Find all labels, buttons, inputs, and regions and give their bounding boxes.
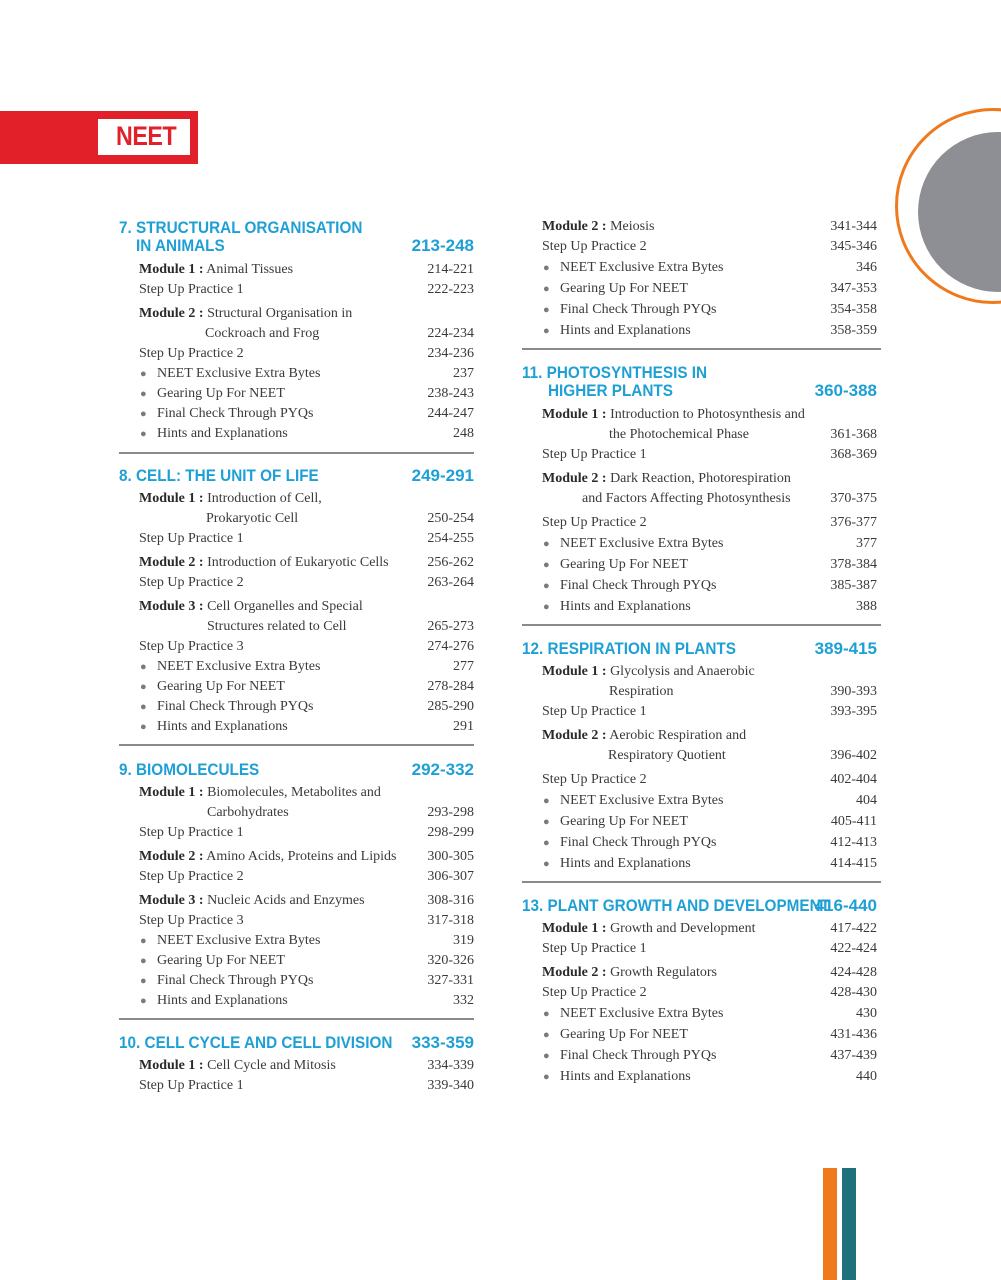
bullet-entry[interactable]: Final Check Through PYQs bbox=[560, 1048, 717, 1063]
bullet-entry[interactable]: NEET Exclusive Extra Bytes bbox=[560, 260, 724, 275]
page-range: 238-243 bbox=[427, 386, 474, 401]
module-title-cont: the Photochemical Phase bbox=[609, 427, 749, 442]
module-title-cont: Respiratory Quotient bbox=[608, 748, 726, 763]
chapter-title[interactable]: 8. CELL: THE UNIT OF LIFE bbox=[119, 466, 319, 485]
module-label: Module 1 : bbox=[542, 921, 607, 936]
bullet-entry[interactable]: Hints and Explanations bbox=[157, 993, 288, 1008]
bullet-icon: ● bbox=[140, 681, 147, 693]
module-entry[interactable] bbox=[542, 470, 791, 488]
module-label: Module 2 : bbox=[542, 728, 607, 743]
module-label: Module 1 : bbox=[542, 664, 607, 679]
page-range: 234-236 bbox=[427, 346, 474, 361]
step-up-practice[interactable]: Step Up Practice 2 bbox=[139, 346, 244, 361]
step-up-practice[interactable]: Step Up Practice 1 bbox=[139, 282, 244, 297]
module-entry[interactable] bbox=[542, 920, 755, 938]
page-range: 293-298 bbox=[427, 805, 474, 820]
chapter-page-range: 389-415 bbox=[814, 639, 877, 658]
bullet-icon: ● bbox=[140, 721, 147, 733]
bullet-icon: ● bbox=[543, 538, 550, 550]
page-range: 265-273 bbox=[427, 619, 474, 634]
module-title: Nucleic Acids and Enzymes bbox=[207, 893, 365, 908]
decorative-orange-stripe bbox=[823, 1168, 837, 1280]
page-range: 317-318 bbox=[427, 913, 474, 928]
page-range: 424-428 bbox=[830, 965, 877, 980]
bullet-entry[interactable]: Final Check Through PYQs bbox=[157, 406, 314, 421]
module-label: Module 1 : bbox=[542, 407, 607, 422]
step-up-practice[interactable]: Step Up Practice 3 bbox=[139, 639, 244, 654]
bullet-entry[interactable]: Gearing Up For NEET bbox=[560, 1027, 688, 1042]
bullet-icon: ● bbox=[140, 701, 147, 713]
bullet-icon: ● bbox=[140, 975, 147, 987]
page-range: 388 bbox=[856, 599, 877, 614]
module-entry[interactable] bbox=[139, 490, 322, 508]
bullet-entry[interactable]: Final Check Through PYQs bbox=[157, 699, 314, 714]
module-title: Introduction of Eukaryotic Cells bbox=[207, 555, 389, 570]
bullet-icon: ● bbox=[140, 995, 147, 1007]
bullet-icon: ● bbox=[543, 325, 550, 337]
module-label: Module 1 : bbox=[139, 785, 204, 800]
bullet-entry[interactable]: Final Check Through PYQs bbox=[560, 302, 717, 317]
section-divider bbox=[119, 1018, 474, 1020]
bullet-entry[interactable]: NEET Exclusive Extra Bytes bbox=[560, 793, 724, 808]
chapter-title[interactable]: 7. STRUCTURAL ORGANISATION bbox=[119, 218, 363, 237]
bullet-entry[interactable]: Hints and Explanations bbox=[560, 1069, 691, 1084]
bullet-entry[interactable]: NEET Exclusive Extra Bytes bbox=[560, 536, 724, 551]
bullet-icon: ● bbox=[543, 304, 550, 316]
module-entry[interactable] bbox=[542, 964, 717, 982]
step-up-practice[interactable]: Step Up Practice 2 bbox=[542, 515, 647, 530]
step-up-practice[interactable]: Step Up Practice 2 bbox=[542, 772, 647, 787]
bullet-icon: ● bbox=[543, 559, 550, 571]
page-range: 376-377 bbox=[830, 515, 877, 530]
bullet-icon: ● bbox=[140, 661, 147, 673]
page-range: 377 bbox=[856, 536, 877, 551]
step-up-practice[interactable]: Step Up Practice 2 bbox=[139, 869, 244, 884]
bullet-entry[interactable]: Final Check Through PYQs bbox=[157, 973, 314, 988]
module-title: Introduction of Cell, bbox=[207, 491, 322, 506]
page-range: 393-395 bbox=[830, 704, 877, 719]
chapter-page-range: 292-332 bbox=[411, 760, 474, 779]
module-label: Module 2 : bbox=[542, 219, 607, 234]
page-range: 378-384 bbox=[830, 557, 877, 572]
chapter-title[interactable]: 9. BIOMOLECULES bbox=[119, 760, 260, 779]
module-title: Growth and Development bbox=[610, 921, 756, 936]
module-title: Animal Tissues bbox=[206, 262, 294, 277]
bullet-icon: ● bbox=[140, 388, 147, 400]
page-range: 341-344 bbox=[830, 219, 877, 234]
module-entry[interactable] bbox=[139, 848, 396, 866]
module-entry[interactable] bbox=[542, 727, 746, 745]
bullet-entry[interactable]: Gearing Up For NEET bbox=[157, 386, 285, 401]
module-entry[interactable] bbox=[139, 305, 352, 323]
bullet-entry[interactable]: Gearing Up For NEET bbox=[560, 557, 688, 572]
page-range: 354-358 bbox=[830, 302, 877, 317]
page-range: 327-331 bbox=[427, 973, 474, 988]
page-range: 291 bbox=[453, 719, 474, 734]
bullet-entry[interactable]: Hints and Explanations bbox=[157, 426, 288, 441]
bullet-entry[interactable]: Hints and Explanations bbox=[560, 599, 691, 614]
module-label: Module 1 : bbox=[139, 491, 204, 506]
chapter-page-range: 249-291 bbox=[411, 466, 474, 485]
bullet-icon: ● bbox=[140, 935, 147, 947]
page-range: 402-404 bbox=[830, 772, 877, 787]
module-title-cont: Cockroach and Frog bbox=[205, 326, 320, 341]
page-range: 368-369 bbox=[830, 447, 877, 462]
module-label: Module 2 : bbox=[139, 555, 204, 570]
bullet-entry[interactable]: Final Check Through PYQs bbox=[560, 578, 717, 593]
bullet-entry[interactable]: Gearing Up For NEET bbox=[157, 953, 285, 968]
module-title: Introduction to Photosynthesis and bbox=[610, 407, 805, 422]
page-range: 308-316 bbox=[427, 893, 474, 908]
page-range: 222-223 bbox=[427, 282, 474, 297]
page-range: 361-368 bbox=[830, 427, 877, 442]
page-range: 320-326 bbox=[427, 953, 474, 968]
chapter-page-range: 333-359 bbox=[411, 1033, 474, 1052]
page-range: 417-422 bbox=[830, 921, 877, 936]
bullet-icon: ● bbox=[543, 1071, 550, 1083]
page-range: 405-411 bbox=[830, 814, 877, 829]
page-range: 285-290 bbox=[427, 699, 474, 714]
bullet-icon: ● bbox=[543, 795, 550, 807]
bullet-entry[interactable]: Gearing Up For NEET bbox=[560, 814, 688, 829]
page-range: 347-353 bbox=[830, 281, 877, 296]
module-title: Growth Regulators bbox=[610, 965, 717, 980]
page-range: 263-264 bbox=[427, 575, 474, 590]
page-range: 248 bbox=[453, 426, 474, 441]
chapter-page-range: 213-248 bbox=[411, 236, 474, 255]
chapter-page-range: 416-440 bbox=[814, 896, 877, 915]
page-range: 370-375 bbox=[830, 491, 877, 506]
bullet-entry[interactable]: Gearing Up For NEET bbox=[560, 281, 688, 296]
page-range: 277 bbox=[453, 659, 474, 674]
chapter-title[interactable]: 10. CELL CYCLE AND CELL DIVISION bbox=[119, 1033, 393, 1052]
page-range: 414-415 bbox=[830, 856, 877, 871]
module-title: Biomolecules, Metabolites and bbox=[207, 785, 381, 800]
bullet-icon: ● bbox=[543, 1050, 550, 1062]
page-range: 345-346 bbox=[830, 239, 877, 254]
module-label: Module 3 : bbox=[139, 599, 204, 614]
neet-tag-label: NEET bbox=[116, 121, 177, 151]
module-title: Meiosis bbox=[610, 219, 655, 234]
module-label: Module 2 : bbox=[139, 306, 204, 321]
bullet-icon: ● bbox=[543, 580, 550, 592]
module-label: Module 3 : bbox=[139, 893, 204, 908]
bullet-entry[interactable]: NEET Exclusive Extra Bytes bbox=[560, 1006, 724, 1021]
module-title: Dark Reaction, Photorespiration bbox=[610, 471, 791, 486]
module-entry[interactable] bbox=[139, 1057, 336, 1075]
module-label: Module 1 : bbox=[139, 1058, 204, 1073]
page-range: 385-387 bbox=[830, 578, 877, 593]
module-title: Cell Cycle and Mitosis bbox=[207, 1058, 336, 1073]
module-label: Module 2 : bbox=[139, 849, 204, 864]
chapter-title[interactable]: 13. PLANT GROWTH AND DEVELOPMENT bbox=[522, 896, 830, 915]
section-divider bbox=[522, 624, 881, 626]
section-divider bbox=[522, 348, 881, 350]
page-range: 437-439 bbox=[830, 1048, 877, 1063]
section-divider bbox=[522, 881, 881, 883]
page-range: 431-436 bbox=[830, 1027, 877, 1042]
chapter-title[interactable]: 12. RESPIRATION IN PLANTS bbox=[522, 639, 736, 658]
bullet-icon: ● bbox=[543, 837, 550, 849]
module-label: Module 2 : bbox=[542, 965, 607, 980]
page-range: 319 bbox=[453, 933, 474, 948]
page-range: 250-254 bbox=[427, 511, 474, 526]
bullet-icon: ● bbox=[543, 1008, 550, 1020]
page-range: 339-340 bbox=[427, 1078, 474, 1093]
page-range: 390-393 bbox=[830, 684, 877, 699]
page-range: 334-339 bbox=[427, 1058, 474, 1073]
module-title: Structural Organisation in bbox=[207, 306, 353, 321]
module-title-cont: Carbohydrates bbox=[207, 805, 289, 820]
section-divider bbox=[119, 452, 474, 454]
module-title: Amino Acids, Proteins and Lipids bbox=[206, 849, 397, 864]
step-up-practice[interactable]: Step Up Practice 3 bbox=[139, 913, 244, 928]
page-range: 332 bbox=[453, 993, 474, 1008]
step-up-practice[interactable]: Step Up Practice 1 bbox=[139, 531, 244, 546]
page-range: 300-305 bbox=[427, 849, 474, 864]
bullet-entry[interactable]: NEET Exclusive Extra Bytes bbox=[157, 366, 321, 381]
step-up-practice[interactable]: Step Up Practice 1 bbox=[139, 1078, 244, 1093]
chapter-title[interactable]: 11. PHOTOSYNTHESIS IN bbox=[522, 363, 708, 382]
page-range: 358-359 bbox=[830, 323, 877, 338]
bullet-icon: ● bbox=[543, 283, 550, 295]
page-range: 396-402 bbox=[830, 748, 877, 763]
module-label: Module 2 : bbox=[542, 471, 607, 486]
decorative-teal-stripe bbox=[842, 1168, 856, 1280]
module-title-cont: Prokaryotic Cell bbox=[206, 511, 299, 526]
step-up-practice[interactable]: Step Up Practice 1 bbox=[139, 825, 244, 840]
section-divider bbox=[119, 744, 474, 746]
page-range: 430 bbox=[856, 1006, 877, 1021]
module-entry[interactable] bbox=[542, 406, 805, 424]
step-up-practice[interactable]: Step Up Practice 2 bbox=[139, 575, 244, 590]
bullet-entry[interactable]: Final Check Through PYQs bbox=[560, 835, 717, 850]
bullet-icon: ● bbox=[543, 816, 550, 828]
page-range: 256-262 bbox=[427, 555, 474, 570]
step-up-practice[interactable]: Step Up Practice 2 bbox=[542, 985, 647, 1000]
page-range: 440 bbox=[856, 1069, 877, 1084]
page-range: 224-234 bbox=[427, 326, 474, 341]
page-range: 244-247 bbox=[427, 406, 474, 421]
module-entry[interactable] bbox=[542, 663, 755, 681]
module-label: Module 1 : bbox=[139, 262, 204, 277]
bullet-icon: ● bbox=[140, 368, 147, 380]
bullet-entry[interactable]: Gearing Up For NEET bbox=[157, 679, 285, 694]
bullet-icon: ● bbox=[140, 955, 147, 967]
bullet-icon: ● bbox=[543, 1029, 550, 1041]
bullet-entry[interactable]: NEET Exclusive Extra Bytes bbox=[157, 659, 321, 674]
module-entry[interactable] bbox=[542, 218, 654, 236]
bullet-icon: ● bbox=[543, 262, 550, 274]
bullet-entry[interactable]: NEET Exclusive Extra Bytes bbox=[157, 933, 321, 948]
page-range: 404 bbox=[856, 793, 877, 808]
page-range: 422-424 bbox=[830, 941, 877, 956]
chapter-title-cont[interactable]: IN ANIMALS bbox=[136, 236, 225, 255]
module-title: Glycolysis and Anaerobic bbox=[610, 664, 755, 679]
module-title: Aerobic Respiration and bbox=[609, 728, 747, 743]
page-range: 346 bbox=[856, 260, 877, 275]
page-range: 278-284 bbox=[427, 679, 474, 694]
step-up-practice[interactable]: Step Up Practice 2 bbox=[542, 239, 647, 254]
module-entry[interactable] bbox=[139, 892, 365, 910]
module-title: Cell Organelles and Special bbox=[207, 599, 363, 614]
bullet-icon: ● bbox=[543, 601, 550, 613]
module-entry[interactable] bbox=[139, 261, 293, 279]
step-up-practice[interactable]: Step Up Practice 1 bbox=[542, 704, 647, 719]
page-range: 306-307 bbox=[427, 869, 474, 884]
bullet-icon: ● bbox=[543, 858, 550, 870]
page-range: 214-221 bbox=[427, 262, 474, 277]
page-range: 428-430 bbox=[830, 985, 877, 1000]
module-title-cont: and Factors Affecting Photosynthesis bbox=[582, 491, 791, 506]
module-title-cont: Respiration bbox=[609, 684, 674, 699]
page-range: 237 bbox=[453, 366, 474, 381]
page-range: 412-413 bbox=[830, 835, 877, 850]
bullet-icon: ● bbox=[140, 428, 147, 440]
bullet-entry[interactable]: Hints and Explanations bbox=[560, 856, 691, 871]
step-up-practice[interactable]: Step Up Practice 1 bbox=[542, 941, 647, 956]
chapter-title-cont[interactable]: HIGHER PLANTS bbox=[548, 381, 673, 400]
bullet-entry[interactable]: Hints and Explanations bbox=[560, 323, 691, 338]
module-entry[interactable] bbox=[139, 554, 389, 572]
module-entry[interactable] bbox=[139, 598, 363, 616]
page-range: 254-255 bbox=[427, 531, 474, 546]
step-up-practice[interactable]: Step Up Practice 1 bbox=[542, 447, 647, 462]
page-range: 298-299 bbox=[427, 825, 474, 840]
chapter-page-range: 360-388 bbox=[814, 381, 877, 400]
page-range: 274-276 bbox=[427, 639, 474, 654]
module-title-cont: Structures related to Cell bbox=[207, 619, 347, 634]
module-entry[interactable] bbox=[139, 784, 381, 802]
bullet-entry[interactable]: Hints and Explanations bbox=[157, 719, 288, 734]
bullet-icon: ● bbox=[140, 408, 147, 420]
